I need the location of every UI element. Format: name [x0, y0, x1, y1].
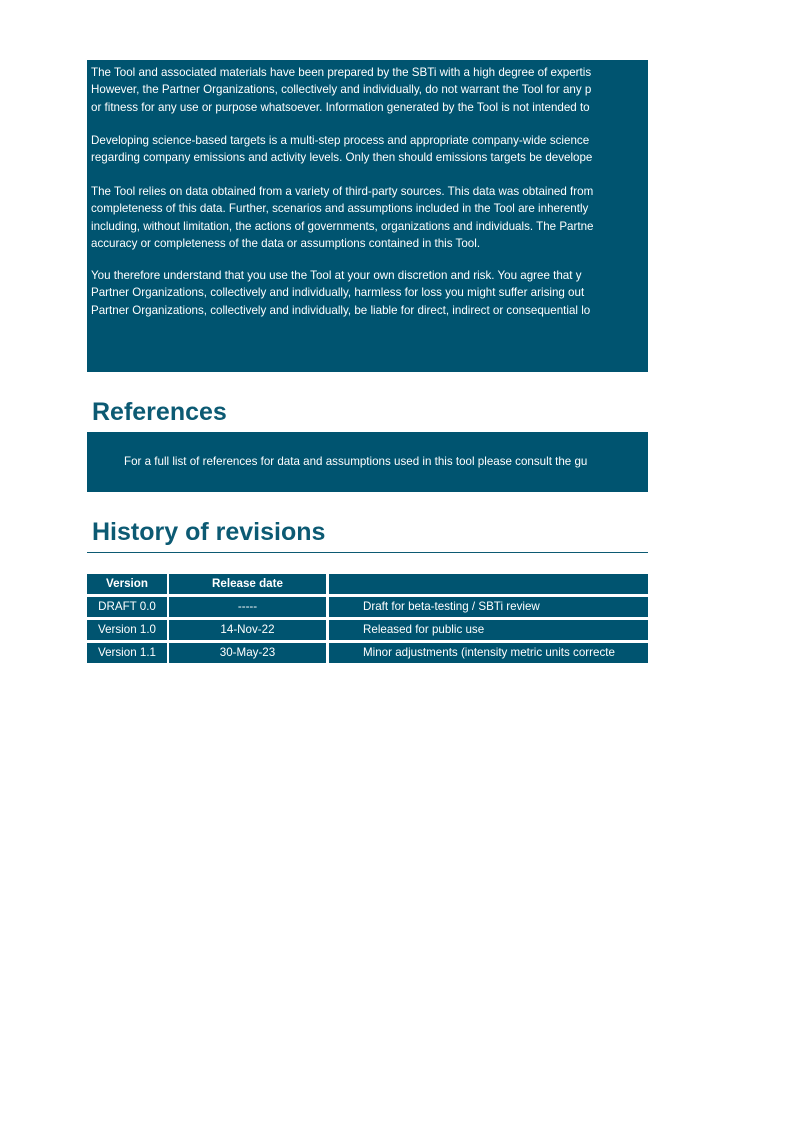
table-cell-date: 30-May-23	[169, 643, 326, 663]
heading-underline	[87, 552, 648, 553]
disclaimer-paragraph	[91, 183, 648, 252]
references-heading: References	[92, 398, 227, 426]
disclaimer-line: Developing science-based targets is a multi-step process and appropriate company-wide science	[91, 134, 590, 147]
disclaimer-line: The Tool relies on data obtained from a variety of third-party sources. This data was obtained from	[91, 185, 594, 198]
table-cell-version: DRAFT 0.0	[87, 597, 167, 617]
disclaimer-line: regarding company emissions and activity levels. Only then should emissions targets be develope	[91, 151, 593, 165]
disclaimer-panel	[87, 60, 648, 372]
disclaimer-line: Partner Organizations, collectively and individually, harmless for loss you might suffer arising out	[91, 286, 585, 300]
disclaimer-line: However, the Partner Organizations, collectively and individually, do not warrant the Tool for any p	[91, 83, 592, 97]
table-cell-date: -----	[169, 597, 326, 617]
table-cell-version: Version 1.1	[87, 643, 167, 663]
disclaimer-line: You therefore understand that you use the Tool at your own discretion and risk. You agree that y	[91, 269, 582, 282]
page-content	[87, 0, 648, 680]
disclaimer-line: The Tool and associated materials have been prepared by the SBTi with a high degree of expertis	[91, 66, 592, 79]
disclaimer-line: accuracy or completeness of the data or assumptions contained in this Tool.	[91, 236, 481, 250]
table-cell-description: Draft for beta-testing / SBTi review	[329, 597, 648, 617]
disclaimer-line: including, without limitation, the actions of governments, organizations and individuals. The Partne	[91, 219, 594, 233]
disclaimer-line: completeness of this data. Further, scenarios and assumptions included in the Tool are inherently	[91, 202, 589, 216]
references-panel	[87, 432, 648, 492]
disclaimer-paragraph	[91, 64, 648, 116]
column-header-version: Version	[87, 574, 167, 594]
table-cell-description: Released for public use	[329, 620, 648, 640]
table-cell-date: 14-Nov-22	[169, 620, 326, 640]
column-header-description	[329, 574, 648, 594]
table-cell-version: Version 1.0	[87, 620, 167, 640]
history-heading: History of revisions	[92, 518, 326, 546]
disclaimer-line: or fitness for any use or purpose whatsoever. Information generated by the Tool is not intended to	[91, 100, 590, 114]
disclaimer-line: Partner Organizations, collectively and individually, be liable for direct, indirect or consequential lo	[91, 303, 591, 317]
references-text: For a full list of references for data and assumptions used in this tool please consult the gu	[124, 455, 588, 468]
column-header-release-date: Release date	[169, 574, 326, 594]
disclaimer-paragraph	[91, 132, 648, 167]
disclaimer-paragraph	[91, 267, 648, 319]
table-cell-description: Minor adjustments (intensity metric units correcte	[329, 643, 648, 663]
